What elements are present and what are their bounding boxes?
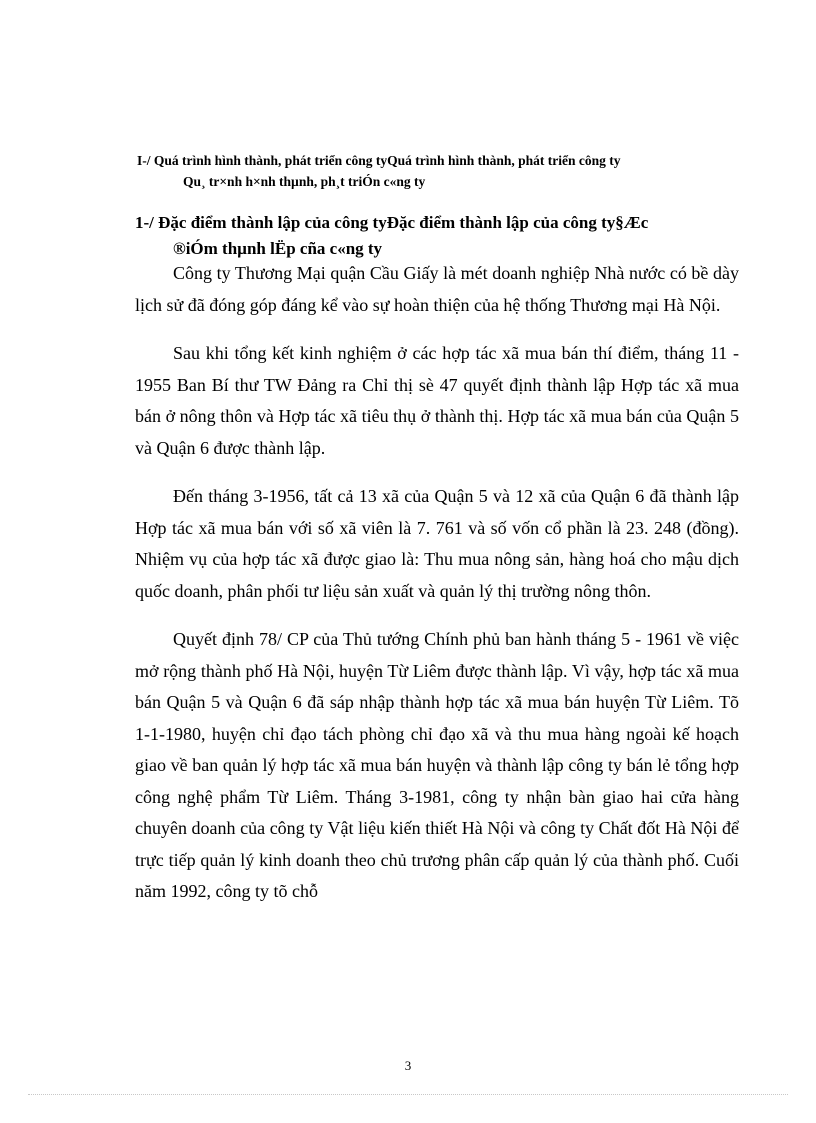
paragraph: Công ty Thương Mại quận Cầu Giấy là mét doanh nghiệp Nhà nước có bề dày lịch sử đã đóng góp đáng kể vào sự hoàn thiện của hệ thống Thương mại Hà Nội. bbox=[135, 263, 739, 315]
paragraph: Sau khi tổng kết kinh nghiệm ở các hợp tác xã mua bán thí điểm, tháng 11 - 1955 Ban Bí thư TW Đảng ra Chỉ thị sè 47 quyết định thành lập Hợp tác xã mua bán ở nông thôn và Hợp tác xã tiêu thụ ở thành thị. Hợp tác xã mua bán của Quận 5 và Quận 6 được thành lập. bbox=[135, 343, 739, 458]
body-text bbox=[135, 258, 739, 925]
section-heading-line-1: I-/ Quá trình hình thành, phát triển công tyQuá trình hình thành, phát triển công ty bbox=[137, 153, 621, 168]
subsection-heading bbox=[135, 210, 775, 262]
page-bottom-divider bbox=[28, 1094, 788, 1095]
section-heading-line-2: Qu¸ tr×nh h×nh thµnh, ph¸t triÓn c«ng ty bbox=[183, 174, 426, 189]
page-number: 3 bbox=[404, 1058, 412, 1073]
subsection-heading-line-1: 1-/ Đặc điểm thành lập của công tyĐặc điểm thành lập của công ty§Æc bbox=[135, 213, 649, 232]
paragraph: Đến tháng 3-1956, tất cả 13 xã của Quận 5 và 12 xã của Quận 6 đã thành lập Hợp tác xã mua bán với số xã viên là 7. 761 và số vốn cổ phần là 23. 248 (đồng). Nhiệm vụ của hợp tác xã được giao là: Thu mua nông sản, hàng hoá cho mậu dịch quốc doanh, phân phối tư liệu sản xuất và quản lý thị trường nông thôn. bbox=[135, 486, 739, 601]
paragraph: Quyết định 78/ CP của Thủ tướng Chính phủ ban hành tháng 5 - 1961 về việc mở rộng thành phố Hà Nội, huyện Từ Liêm được thành lập. Vì vậy, hợp tác xã mua bán Quận 5 và Quận 6 đã sáp nhập thành hợp tác xã mua bán huyện Từ Liêm. Tõ 1-1-1980, huyện chỉ đạo tách phòng chỉ đạo xã và thu mua hàng ngoài kế hoạch giao về ban quản lý hợp tác xã mua bán huyện và thành lập công ty bán lẻ tổng hợp công nghệ phẩm Từ Liêm. Tháng 3-1981, công ty nhận bàn giao hai cửa hàng chuyên doanh của công ty Vật liệu kiến thiết Hà Nội và công ty Chất đốt Hà Nội để trực tiếp quản lý kinh doanh theo chủ trương phân cấp quản lý của thành phố. Cuối năm 1992, công ty tõ chỗ bbox=[135, 629, 739, 901]
subsection-heading-line-2: ®iÓm thµnh lËp cña c«ng ty bbox=[173, 239, 383, 258]
section-heading bbox=[137, 150, 757, 192]
